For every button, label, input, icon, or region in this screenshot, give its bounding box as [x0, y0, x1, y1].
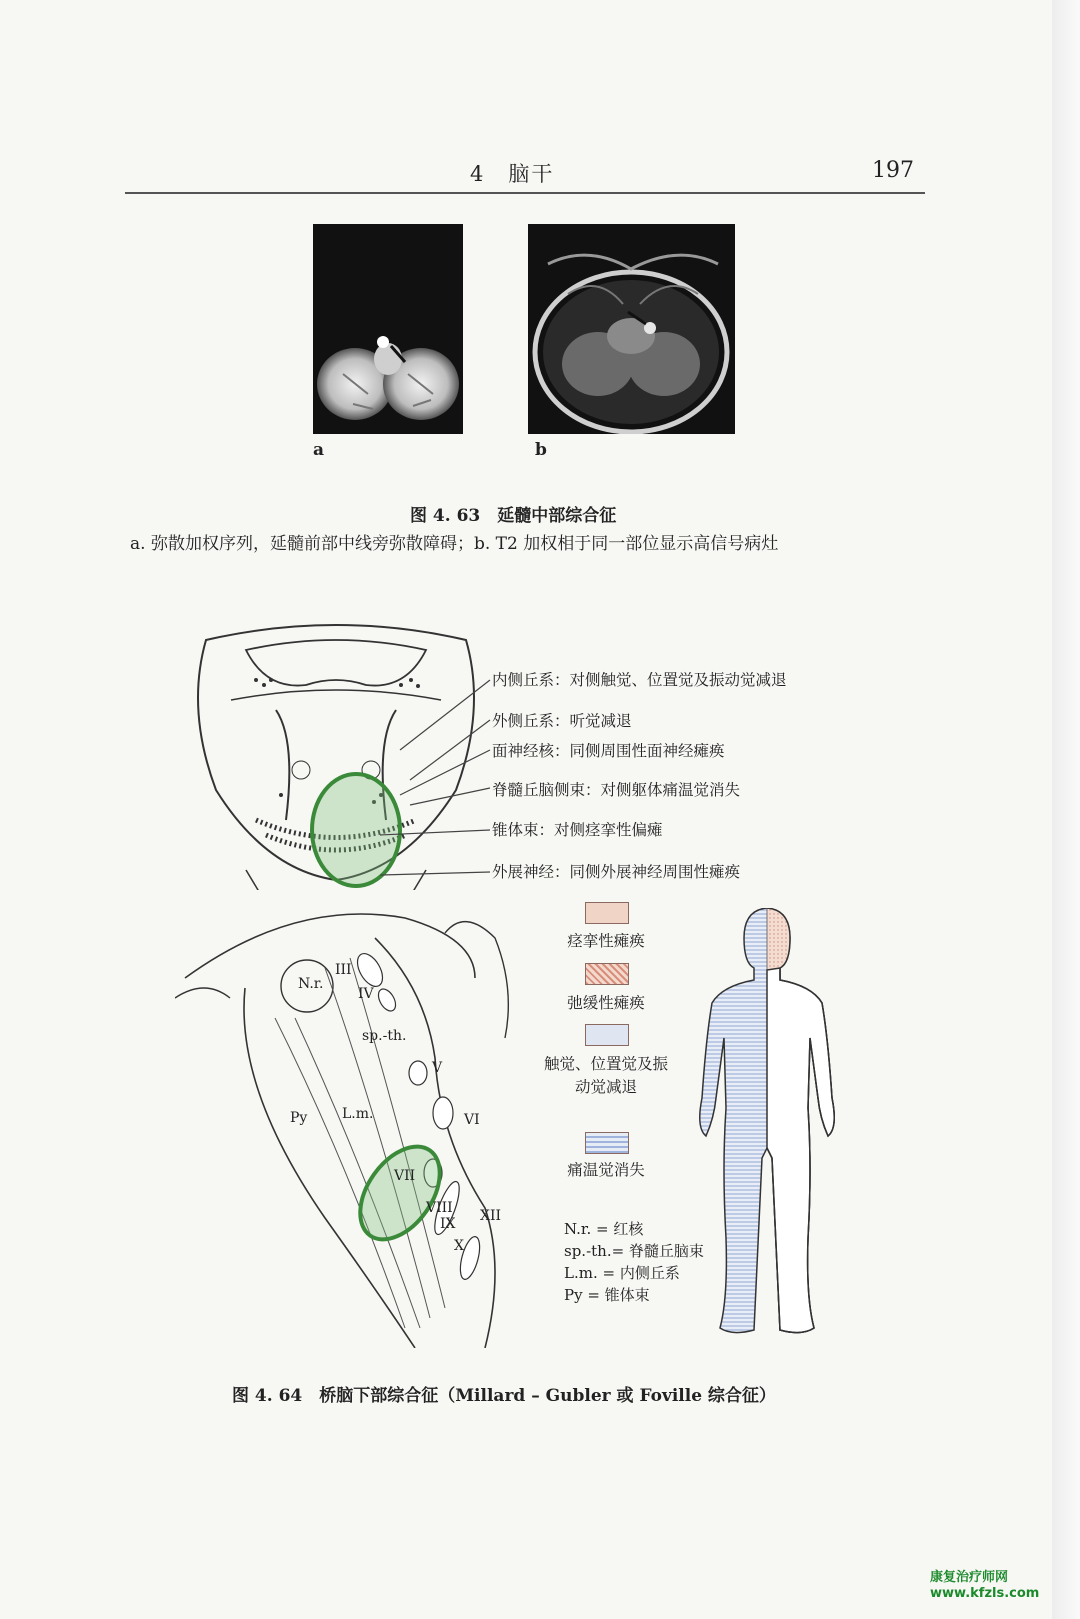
key-label-pain: 痛温觉消失	[567, 1161, 645, 1179]
abbr-spth: sp.-th.= 脊髓丘脑束	[564, 1242, 704, 1260]
sag-label-vii: VII	[394, 1168, 416, 1184]
key-swatch-touch	[585, 1024, 629, 1046]
sag-label-xii: XII	[480, 1208, 502, 1224]
sag-label-vi: VI	[464, 1112, 480, 1128]
key-label-flaccid: 弛缓性瘫痪	[567, 994, 645, 1012]
page-number: 197	[872, 158, 914, 183]
label-medial-lemniscus: 内侧丘系：对侧触觉、位置觉及振动觉减退	[492, 671, 787, 689]
sag-label-lm: L.m.	[342, 1106, 374, 1122]
header-rule	[125, 192, 925, 194]
sag-label-iv: IV	[358, 986, 374, 1002]
label-abducens-nerve: 外展神经：同侧外展神经周围性瘫痪	[492, 863, 741, 881]
sag-label-py: Py	[290, 1110, 308, 1126]
watermark-line-2: www.kfzls.com	[930, 1586, 1040, 1601]
abbr-py: Py = 锥体束	[564, 1286, 650, 1304]
panel-label-b: b	[535, 440, 547, 460]
label-lateral-lemniscus: 外侧丘系：听觉减退	[492, 712, 632, 730]
key-label-spastic: 痉挛性瘫痪	[567, 932, 645, 950]
mri-t2-image	[528, 224, 735, 434]
mri-diffusion-image	[313, 224, 463, 434]
figure-4-63-title: 图 4. 63 延髓中部综合征	[410, 506, 617, 526]
sag-label-viii: VIII	[426, 1200, 453, 1216]
abbr-nr: N.r. = 红核	[564, 1220, 644, 1238]
human-body-figure	[672, 908, 862, 1352]
figure-4-63-caption: a. 弥散加权序列，延髓前部中线旁弥散障碍；b. T2 加权相于同一部位显示高信号病灶	[130, 534, 779, 554]
key-label-touch: 触觉、位置觉及振动觉减退	[543, 1055, 668, 1096]
label-facial-nucleus: 面神经核：同侧周围性面神经瘫痪	[492, 742, 725, 760]
watermark-line-1: 康复治疗师网	[930, 1570, 1009, 1585]
sag-label-v: V	[432, 1060, 443, 1076]
sag-label-ix: IX	[440, 1216, 456, 1232]
leader-lines	[380, 670, 492, 880]
key-swatch-spastic	[585, 902, 629, 924]
chapter-header: 4 脑干	[470, 162, 555, 186]
label-pyramidal-tract: 锥体束：对侧痉挛性偏瘫	[492, 821, 663, 839]
sagittal-brainstem-diagram	[175, 908, 535, 1352]
label-spinothalamic-tract: 脊髓丘脑侧束：对侧躯体痛温觉消失	[492, 781, 741, 799]
figure-4-64-title: 图 4. 64 桥脑下部综合征（Millard – Gubler 或 Foville 综合征）	[232, 1386, 776, 1406]
sag-label-nr: N.r.	[298, 976, 324, 992]
watermark	[930, 1570, 1039, 1602]
abbr-lm: L.m. = 内侧丘系	[564, 1264, 680, 1282]
sag-label-xi: X	[454, 1238, 464, 1254]
page-edge	[1052, 0, 1080, 1619]
key-swatch-pain	[585, 1132, 629, 1154]
sag-label-iii: III	[335, 962, 352, 978]
panel-label-a: a	[313, 440, 325, 460]
sag-label-spth: sp.-th.	[362, 1028, 407, 1044]
key-swatch-flaccid	[585, 963, 629, 985]
